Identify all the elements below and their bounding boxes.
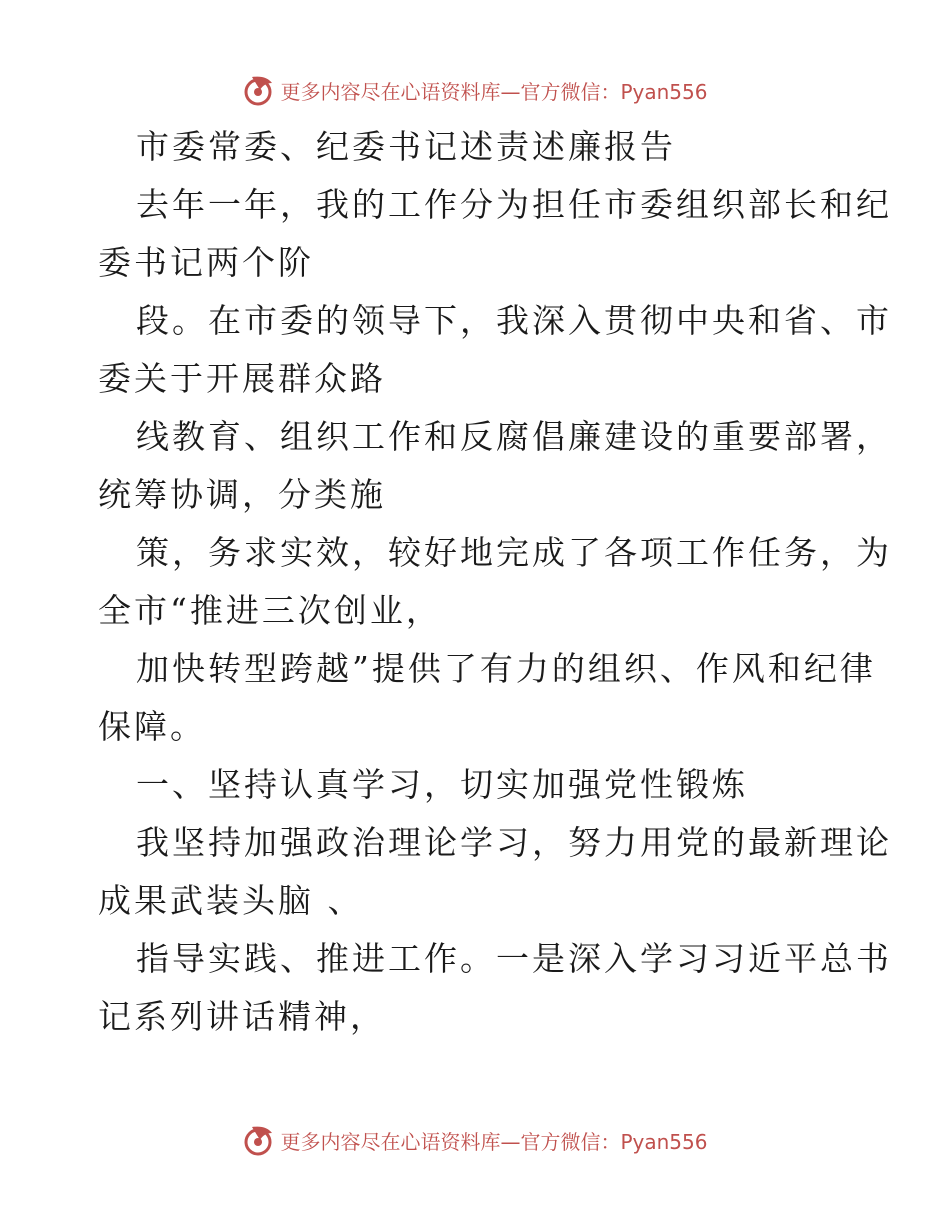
paragraph-line: 全市“推进三次创业， [98, 591, 442, 630]
quill-logo-icon [242, 73, 276, 107]
paragraph-line: 委书记两个阶 [98, 243, 314, 282]
watermark-text: 更多内容尽在心语资料库—官方微信：Pyan556 [280, 79, 708, 104]
paragraph-line: 策，务求实效，较好地完成了各项工作任务，为 [136, 533, 892, 572]
section-heading: 一、坚持认真学习，切实加强党性锻炼 [136, 765, 748, 804]
paragraph-line: 成果武装头脑 、 [98, 881, 364, 920]
watermark-text: 更多内容尽在心语资料库—官方微信：Pyan556 [280, 1129, 708, 1154]
paragraph-line: 加快转型跨越”提供了有力的组织、作风和纪律 [136, 649, 876, 688]
paragraph-line: 去年一年，我的工作分为担任市委组织部长和纪 [136, 185, 892, 224]
paragraph-line: 统筹协调，分类施 [98, 475, 386, 514]
paragraph-line: 指导实践、推进工作。一是深入学习习近平总书 [136, 939, 892, 978]
quill-logo-icon [242, 1123, 276, 1157]
footer-watermark [0, 1120, 950, 1160]
paragraph-line: 委关于开展群众路 [98, 359, 386, 398]
paragraph-line: 记系列讲话精神， [98, 997, 386, 1036]
paragraph-line: 保障。 [98, 707, 206, 746]
paragraph-line: 线教育、组织工作和反腐倡廉建设的重要部署， [136, 417, 892, 456]
paragraph-line: 我坚持加强政治理论学习，努力用党的最新理论 [136, 823, 892, 862]
document-body [98, 124, 892, 1052]
header-watermark [0, 70, 950, 110]
document-title: 市委常委、纪委书记述责述廉报告 [136, 127, 676, 166]
paragraph-line: 段。在市委的领导下，我深入贯彻中央和省、市 [136, 301, 892, 340]
